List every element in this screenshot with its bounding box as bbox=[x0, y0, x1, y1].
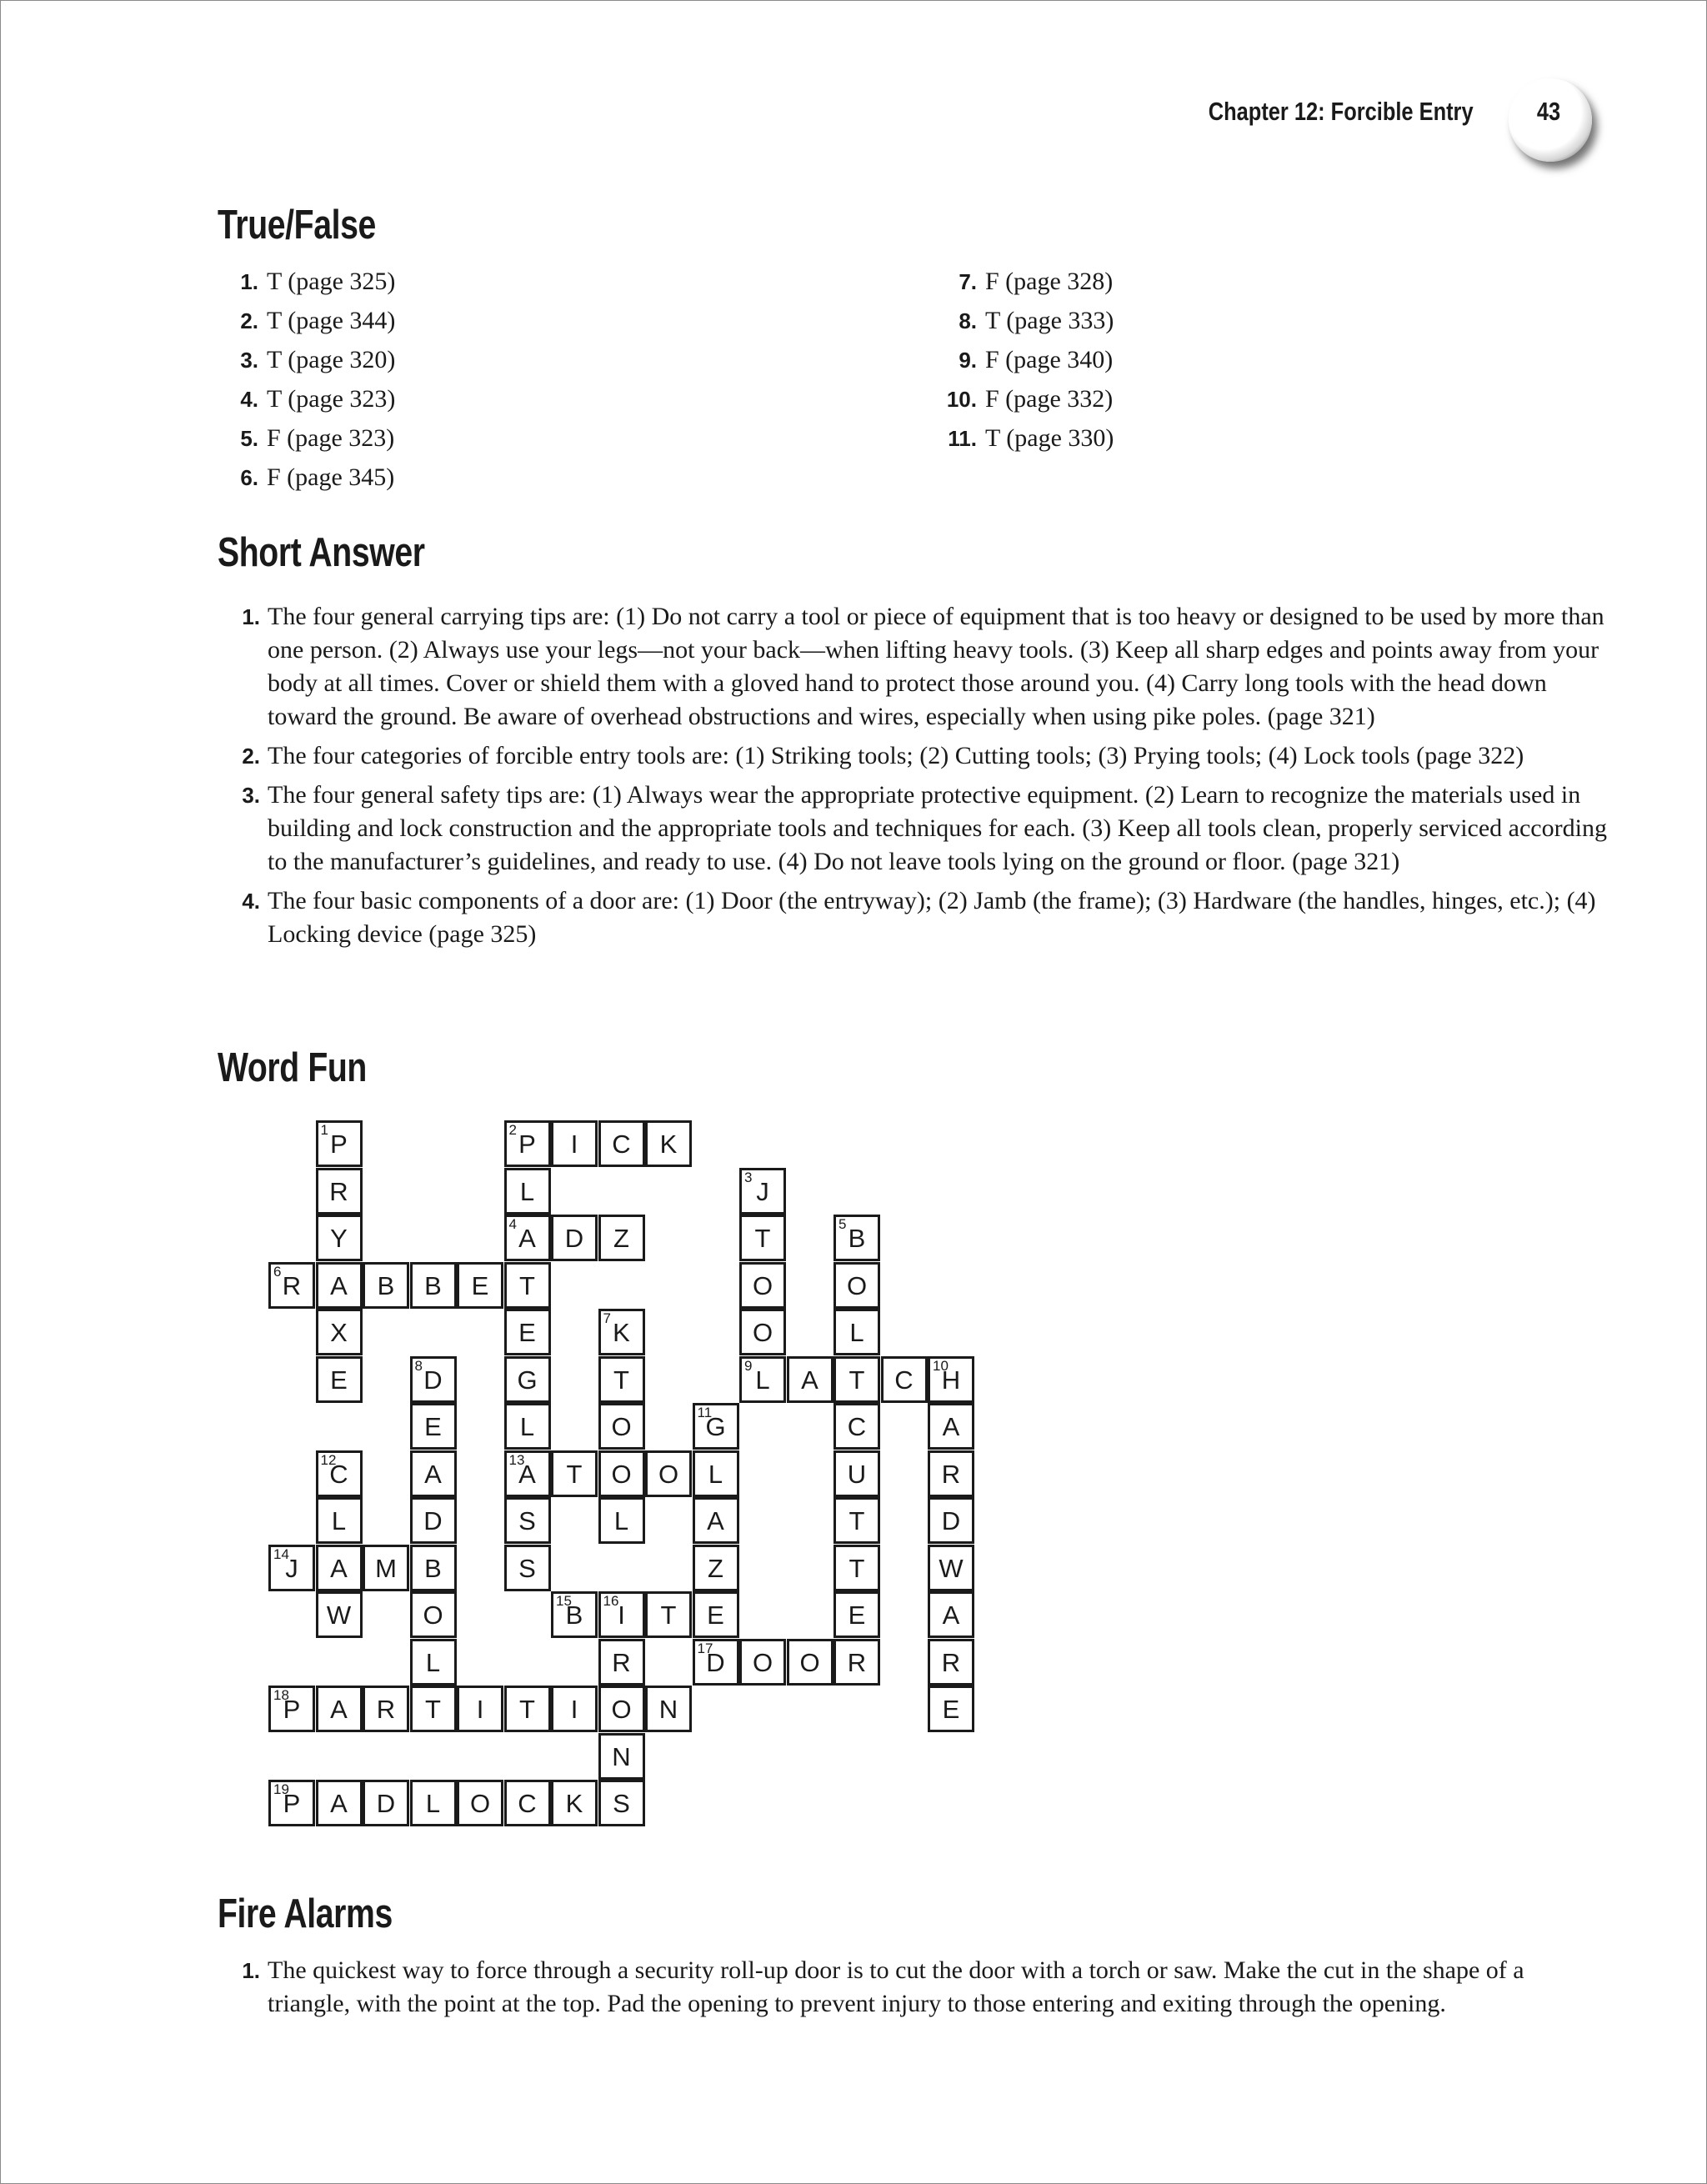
crossword-letter: A bbox=[801, 1365, 818, 1395]
list-item bbox=[225, 1954, 1609, 2021]
true-false-heading: True/False bbox=[218, 203, 376, 248]
crossword-letter: A bbox=[330, 1270, 348, 1300]
list-item bbox=[218, 340, 395, 379]
crossword-letter: D bbox=[423, 1365, 443, 1395]
crossword-letter: Z bbox=[708, 1553, 723, 1583]
crossword-letter: O bbox=[752, 1270, 773, 1300]
list-item bbox=[225, 884, 1609, 951]
crossword-letter: D bbox=[564, 1224, 584, 1253]
crossword-letter: A bbox=[330, 1789, 348, 1818]
item-number: 5. bbox=[240, 426, 258, 451]
crossword-letter: P bbox=[283, 1789, 301, 1818]
crossword-letter: E bbox=[330, 1365, 348, 1395]
crossword-letter: A bbox=[424, 1459, 442, 1489]
crossword-letter: T bbox=[660, 1600, 677, 1630]
crossword-letter: L bbox=[708, 1459, 723, 1489]
crossword-letter: R bbox=[376, 1695, 396, 1724]
item-text: T (page 323) bbox=[267, 385, 396, 413]
crossword-letter: K bbox=[613, 1318, 630, 1347]
crossword-letter: I bbox=[476, 1695, 484, 1724]
list-item bbox=[937, 301, 1114, 340]
crossword-letter: E bbox=[707, 1600, 724, 1630]
clue-number: 18 bbox=[273, 1687, 289, 1703]
crossword-letter: R bbox=[941, 1459, 961, 1489]
true-false-list-right bbox=[937, 262, 1114, 458]
crossword-letter: O bbox=[611, 1695, 632, 1724]
short-answer-heading: Short Answer bbox=[218, 530, 425, 575]
item-text: T (page 320) bbox=[267, 346, 396, 373]
crossword-letter: C bbox=[518, 1789, 537, 1818]
crossword-letter: A bbox=[518, 1459, 536, 1489]
crossword-letter: S bbox=[518, 1506, 536, 1535]
clue-number: 1 bbox=[320, 1122, 328, 1138]
list-item bbox=[225, 600, 1609, 734]
clue-number: 19 bbox=[273, 1781, 289, 1797]
crossword-letter: T bbox=[848, 1553, 865, 1583]
crossword-letter: O bbox=[752, 1318, 773, 1347]
clue-number: 2 bbox=[508, 1122, 517, 1138]
crossword-letter: O bbox=[611, 1412, 632, 1441]
crossword-letter: S bbox=[518, 1553, 536, 1583]
crossword-letter: L bbox=[425, 1647, 441, 1677]
crossword-letter: O bbox=[611, 1459, 632, 1489]
item-number: 2. bbox=[242, 744, 260, 769]
crossword-letter: L bbox=[613, 1506, 629, 1535]
item-text: The quickest way to force through a security roll-up door is to cut the door with a torch or saw. Make the cut in the shape of a triangle, with the point at the top. Pad the opening to prevent injury to those entering and exiting through the opening. bbox=[268, 1956, 1524, 2017]
crossword-letter: I bbox=[570, 1695, 578, 1724]
item-number: 8. bbox=[959, 308, 977, 333]
crossword-letter: E bbox=[942, 1695, 960, 1724]
crossword-letter: A bbox=[518, 1224, 536, 1253]
crossword-letter: Z bbox=[613, 1224, 629, 1253]
crossword-letter: O bbox=[423, 1600, 443, 1630]
item-text: F (page 323) bbox=[267, 424, 395, 452]
crossword-letter: D bbox=[706, 1647, 725, 1677]
item-text: T (page 325) bbox=[267, 268, 396, 295]
item-number: 4. bbox=[242, 889, 260, 914]
clue-number: 6 bbox=[273, 1263, 282, 1280]
item-text: T (page 344) bbox=[267, 307, 396, 334]
item-number: 1. bbox=[242, 604, 260, 629]
clue-number: 10 bbox=[933, 1357, 949, 1374]
list-item bbox=[225, 779, 1609, 879]
crossword-letter: B bbox=[848, 1224, 866, 1253]
crossword-letter: I bbox=[618, 1600, 625, 1630]
crossword-letter: T bbox=[848, 1365, 865, 1395]
crossword-letter: C bbox=[329, 1459, 348, 1489]
list-item bbox=[225, 739, 1609, 773]
item-number: 2. bbox=[240, 308, 258, 333]
crossword-letter: A bbox=[330, 1553, 348, 1583]
item-number: 11. bbox=[948, 426, 977, 451]
item-text: The four basic components of a door are: (1) Door (the entryway); (2) Jamb (the frame); (3) Hardware (the handles, hinges, etc.); (4) Locking device (page 325) bbox=[268, 887, 1596, 948]
crossword-letter: T bbox=[613, 1365, 629, 1395]
list-item bbox=[218, 379, 395, 418]
list-item bbox=[937, 379, 1114, 418]
crossword-letter: O bbox=[799, 1647, 820, 1677]
crossword-letter: A bbox=[942, 1412, 960, 1441]
clue-number: 5 bbox=[838, 1216, 847, 1232]
crossword-letter: B bbox=[424, 1553, 442, 1583]
crossword-letter: G bbox=[705, 1412, 726, 1441]
crossword-letter: P bbox=[330, 1130, 348, 1159]
list-item bbox=[937, 262, 1114, 301]
crossword-letter: T bbox=[519, 1270, 535, 1300]
item-number: 6. bbox=[240, 465, 258, 490]
crossword-letter: P bbox=[518, 1130, 536, 1159]
crossword-letter: A bbox=[707, 1506, 724, 1535]
crossword-letter: K bbox=[659, 1130, 678, 1159]
item-number: 1. bbox=[242, 1958, 260, 1983]
crossword-letter: R bbox=[941, 1647, 961, 1677]
list-item bbox=[218, 301, 395, 340]
crossword-letter: B bbox=[424, 1270, 442, 1300]
item-number: 4. bbox=[240, 387, 258, 412]
crossword-letter: A bbox=[942, 1600, 960, 1630]
crossword-letter: T bbox=[848, 1506, 865, 1535]
crossword-letter: J bbox=[285, 1553, 298, 1583]
clue-number: 13 bbox=[508, 1451, 525, 1468]
item-text: The four general carrying tips are: (1) Do not carry a tool or piece of equipment that is too heavy or designed to be used by more than one person. (2) Always use your legs—not your back—when lifting heavy tools. (3) Keep all sharp edges and points away from your body at all times. Cover or shield them with a gloved hand to protect those around you. (4) Carry long tools with the head down toward the ground. Be aware of overhead obstructions and wires, especially when using pike poles. (page 321) bbox=[268, 603, 1604, 730]
item-text: The four general safety tips are: (1) Always wear the appropriate protective equipment. (2) Learn to recognize the materials used in building and lock construction and the appropriate tools and techniques for each. (3) Keep all tools clean, properly serviced according to the manufacturer’s guidelines, and ready to use. (4) Do not leave tools lying on the ground or floor. (page 321) bbox=[268, 781, 1607, 875]
crossword-letter: O bbox=[658, 1459, 679, 1489]
short-answer-list bbox=[225, 600, 1609, 957]
crossword-letter: B bbox=[565, 1600, 583, 1630]
list-item bbox=[937, 340, 1114, 379]
chapter-title: Chapter 12: Forcible Entry bbox=[1209, 97, 1474, 126]
crossword-letter: A bbox=[330, 1695, 348, 1724]
fire-alarms-heading: Fire Alarms bbox=[218, 1891, 393, 1936]
item-text: F (page 340) bbox=[985, 346, 1114, 373]
item-number: 9. bbox=[959, 348, 977, 373]
crossword-letter: M bbox=[375, 1553, 397, 1583]
crossword-letter: L bbox=[519, 1412, 535, 1441]
crossword-letter: B bbox=[377, 1270, 395, 1300]
crossword-letter: K bbox=[565, 1789, 583, 1818]
clue-number: 17 bbox=[697, 1640, 713, 1656]
crossword-letter: I bbox=[570, 1130, 578, 1159]
list-item bbox=[218, 458, 395, 497]
crossword-letter: E bbox=[848, 1600, 866, 1630]
crossword-letter: N bbox=[658, 1695, 678, 1724]
crossword-letter: C bbox=[612, 1130, 631, 1159]
item-number: 1. bbox=[240, 269, 258, 294]
item-number: 3. bbox=[240, 348, 258, 373]
clue-number: 12 bbox=[320, 1451, 337, 1468]
clue-number: 8 bbox=[414, 1357, 423, 1374]
crossword-letter: S bbox=[613, 1789, 630, 1818]
item-text: T (page 330) bbox=[985, 424, 1114, 452]
crossword-letter: D bbox=[941, 1506, 961, 1535]
fire-alarms-list bbox=[225, 1954, 1609, 2026]
crossword-letter: W bbox=[326, 1600, 352, 1630]
clue-number: 15 bbox=[556, 1593, 572, 1609]
item-text: The four categories of forcible entry tools are: (1) Striking tools; (2) Cutting tools; (3) Prying tools; (4) Lock tools (page 322) bbox=[268, 742, 1524, 769]
crossword-letter: O bbox=[469, 1789, 491, 1818]
crossword-letter: D bbox=[423, 1506, 443, 1535]
crossword-letter: E bbox=[518, 1318, 536, 1347]
crossword-letter: N bbox=[612, 1741, 631, 1771]
page-header bbox=[0, 93, 1707, 168]
clue-number: 4 bbox=[508, 1216, 517, 1232]
crossword-letter: R bbox=[329, 1176, 348, 1206]
crossword-letter: J bbox=[756, 1176, 769, 1206]
crossword-letter: T bbox=[519, 1695, 535, 1724]
item-number: 3. bbox=[242, 783, 260, 808]
clue-number: 7 bbox=[603, 1310, 611, 1326]
crossword-letter: H bbox=[941, 1365, 961, 1395]
clue-number: 3 bbox=[744, 1169, 753, 1185]
clue-number: 11 bbox=[697, 1405, 713, 1420]
crossword-letter: T bbox=[425, 1695, 441, 1724]
crossword-letter: C bbox=[847, 1412, 867, 1441]
crossword-letter: C bbox=[894, 1365, 914, 1395]
crossword-letter: X bbox=[330, 1318, 348, 1347]
crossword-letter: P bbox=[283, 1695, 301, 1724]
item-number: 7. bbox=[959, 269, 977, 294]
crossword-letter: L bbox=[331, 1506, 347, 1535]
crossword-letter: Y bbox=[330, 1224, 348, 1253]
crossword-letter: G bbox=[517, 1365, 538, 1395]
list-item bbox=[218, 262, 395, 301]
item-text: F (page 332) bbox=[985, 385, 1114, 413]
crossword-letter: R bbox=[612, 1647, 631, 1677]
clue-number: 9 bbox=[744, 1357, 753, 1374]
word-fun-heading: Word Fun bbox=[218, 1045, 367, 1090]
crossword-letter: L bbox=[519, 1176, 535, 1206]
crossword-letter: L bbox=[425, 1789, 441, 1818]
true-false-list-left bbox=[218, 262, 395, 497]
crossword-letter: O bbox=[752, 1647, 773, 1677]
crossword-letter: W bbox=[939, 1553, 964, 1583]
crossword-letter: O bbox=[846, 1270, 868, 1300]
item-number: 10. bbox=[946, 387, 977, 412]
clue-number: 16 bbox=[603, 1593, 619, 1609]
list-item bbox=[937, 418, 1114, 458]
item-text: F (page 345) bbox=[267, 463, 395, 491]
crossword-letter: R bbox=[282, 1270, 302, 1300]
crossword-letter: L bbox=[849, 1318, 864, 1347]
clue-number: 14 bbox=[273, 1545, 289, 1562]
crossword-letter: U bbox=[847, 1459, 867, 1489]
item-text: F (page 328) bbox=[985, 268, 1114, 295]
crossword-letter: E bbox=[471, 1270, 489, 1300]
crossword-letter: E bbox=[424, 1412, 442, 1441]
crossword-letter: R bbox=[847, 1647, 867, 1677]
crossword-letter: T bbox=[566, 1459, 583, 1489]
crossword-letter: L bbox=[755, 1365, 770, 1395]
page-number: 43 bbox=[1536, 97, 1561, 126]
crossword-letter: D bbox=[376, 1789, 396, 1818]
list-item bbox=[218, 418, 395, 458]
item-text: T (page 333) bbox=[985, 307, 1114, 334]
crossword-letter: T bbox=[754, 1224, 771, 1253]
